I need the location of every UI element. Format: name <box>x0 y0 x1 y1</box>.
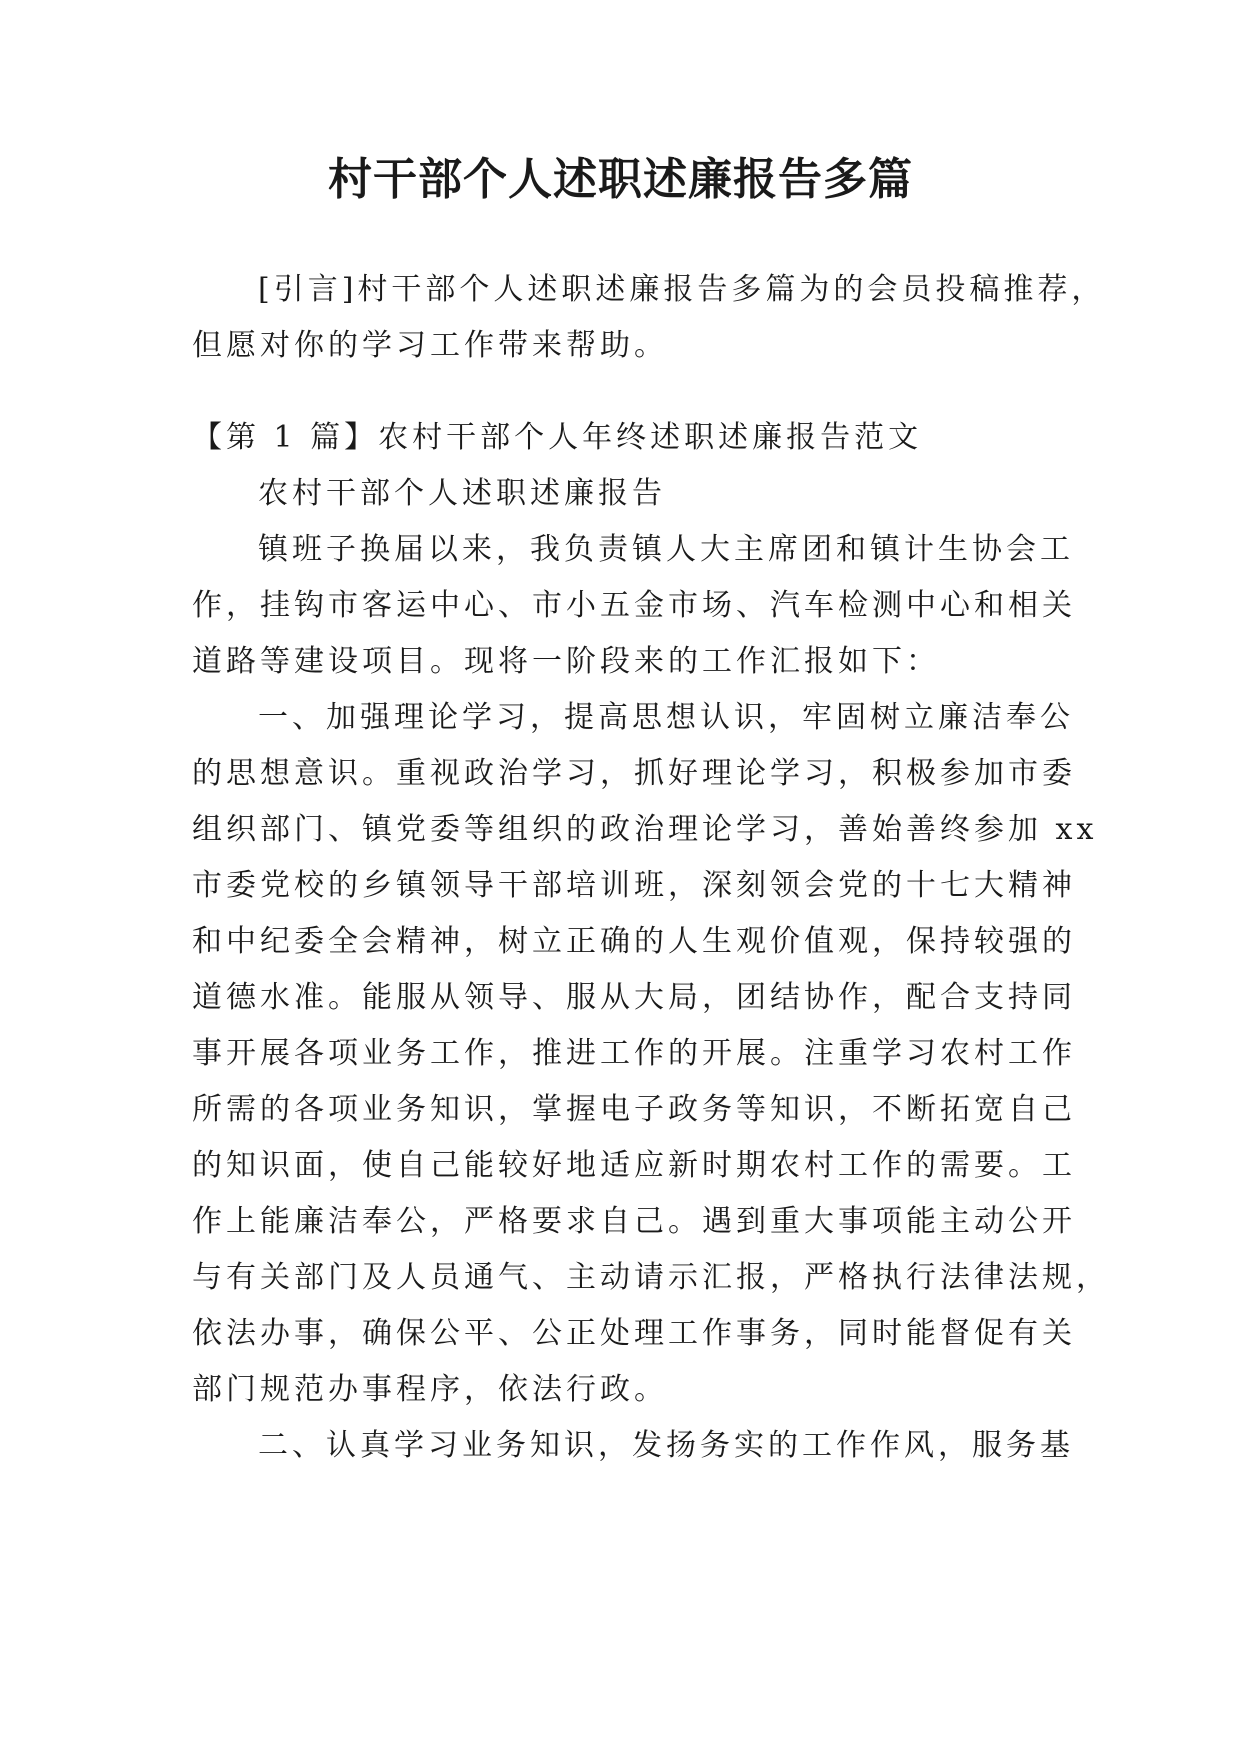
paragraph-3 <box>192 1418 1072 1474</box>
paragraph-line: 镇班子换届以来，我负责镇人大主席团和镇计生协会工 <box>258 532 1074 567</box>
section-heading: 【第 1 篇】农村干部个人年终述职述廉报告范文 <box>192 420 923 455</box>
section-1 <box>192 410 1110 1474</box>
paragraph-2 <box>192 690 1110 1418</box>
paragraph-line: 和中纪委全会精神，树立正确的人生观价值观，保持较强的 <box>192 924 1076 959</box>
paragraph-line: 作，挂钩市客运中心、市小五金市场、汽车检测中心和相关 <box>192 588 1076 623</box>
paragraph-line: 道路等建设项目。现将一阶段来的工作汇报如下： <box>192 644 940 679</box>
paragraph-line: 道德水准。能服从领导、服从大局，团结协作，配合支持同 <box>192 980 1076 1015</box>
paragraph-line: 市委党校的乡镇领导干部培训班，深刻领会党的十七大精神 <box>192 868 1076 903</box>
paragraph-line: 与有关部门及人员通气、主动请示汇报，严格执行法律法规， <box>192 1260 1110 1295</box>
document-title: 村干部个人述职述廉报告多篇 <box>328 154 913 205</box>
paragraph-line: 作上能廉洁奉公，严格要求自己。遇到重大事项能主动公开 <box>192 1204 1076 1239</box>
intro-line: [引言]村干部个人述职述廉报告多篇为的会员投稿推荐， <box>258 272 1106 307</box>
paragraph-line: 依法办事，确保公平、公正处理工作事务，同时能督促有关 <box>192 1316 1076 1351</box>
paragraph-line: 二、认真学习业务知识，发扬务实的工作作风，服务基 <box>258 1428 1074 1463</box>
intro-paragraph <box>192 262 1106 374</box>
paragraph-line: 组织部门、镇党委等组织的政治理论学习，善始善终参加 xx <box>192 812 1098 847</box>
paragraph-line: 一、加强理论学习，提高思想认识，牢固树立廉洁奉公 <box>258 700 1074 735</box>
intro-line: 但愿对你的学习工作带来帮助。 <box>192 328 668 363</box>
paragraph-line: 部门规范办事程序，依法行政。 <box>192 1372 668 1407</box>
section-subtitle: 农村干部个人述职述廉报告 <box>258 476 666 511</box>
paragraph-1 <box>192 522 1076 690</box>
paragraph-line: 事开展各项业务工作，推进工作的开展。注重学习农村工作 <box>192 1036 1076 1071</box>
paragraph-line: 的知识面，使自己能较好地适应新时期农村工作的需要。工 <box>192 1148 1076 1183</box>
paragraph-line: 所需的各项业务知识，掌握电子政务等知识，不断拓宽自己 <box>192 1092 1076 1127</box>
paragraph-line: 的思想意识。重视政治学习，抓好理论学习，积极参加市委 <box>192 756 1076 791</box>
